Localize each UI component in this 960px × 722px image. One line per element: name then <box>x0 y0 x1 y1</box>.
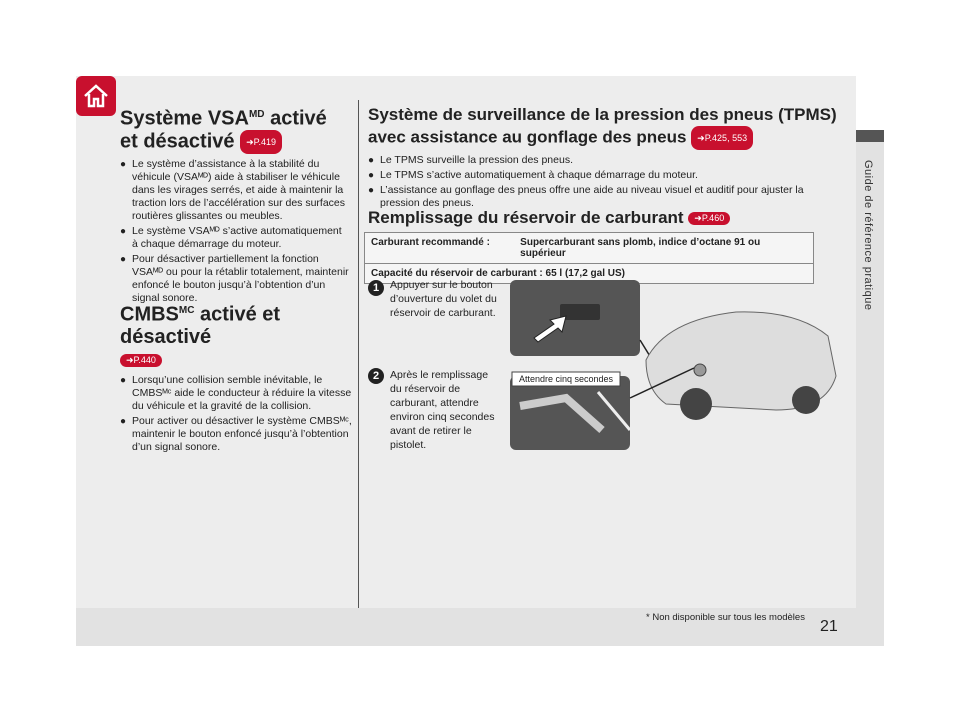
page-number: 21 <box>820 618 838 635</box>
list-item: ● Le TPMS s’active automatiquement à chaque démarrage du moteur. <box>368 169 838 182</box>
fuel-spec-table <box>364 232 814 284</box>
home-icon <box>82 83 110 109</box>
list-item: ● Le système d’assistance à la stabilité du véhicule (VSAᴹᴰ) aide à stabiliser le véhicule dans les virages serrés, et aide à maintenir la traction lors de l’accélération sur des surfaces routières glissantes ou meubles. <box>120 158 350 223</box>
list-item: ● Le système VSAᴹᴰ s’active automatiquement à chaque démarrage du moteur. <box>120 225 350 251</box>
step-number: 1 <box>368 280 384 296</box>
wait-label: Attendre cinq secondes <box>518 374 614 384</box>
step-2-text: Après le remplissage du réservoir de carburant, attendre environ cinq secondes avant de retirer le pistolet. <box>390 369 495 451</box>
tpms-title: Système de surveillance de la pression des pneus (TPMS) avec assistance au gonflage des pneus ➜P.425, 553 <box>368 104 838 150</box>
column-divider <box>358 100 359 608</box>
fuel-title: Remplissage du réservoir de carburant ➜P.460 <box>368 208 838 228</box>
list-item: ● Lorsqu’une collision semble inévitable, le CMBSᴹᶜ aide le conducteur à réduire la vitesse du véhicule et la gravité de la collision. <box>120 374 352 413</box>
home-button[interactable] <box>76 76 116 116</box>
fuel-illustration <box>506 280 846 450</box>
cmbs-title: $CMBS^{MC}$ activé et désactivé <box>120 303 281 348</box>
table-row: Carburant recommandé : Supercarburant sans plomb, indice d’octane 91 ou supérieur <box>365 233 813 264</box>
fuel-page-ref[interactable]: ➜P.460 <box>688 212 730 225</box>
list-item: ● L’assistance au gonflage des pneus offre une aide au niveau visuel et auditif pour ajuster la pression des pneus. <box>368 184 838 210</box>
side-tab-label: Guide de référence pratique <box>862 160 874 311</box>
vsa-page-ref[interactable]: ➜P.419 <box>240 130 282 154</box>
footnote: * Non disponible sur tous les modèles <box>646 612 805 623</box>
vsa-title: Système $VSA^{MD}$ activé et désactivé ➜P.419 <box>120 107 327 152</box>
tpms-section <box>368 104 838 212</box>
vsa-section <box>120 104 350 307</box>
cmbs-page-ref[interactable]: ➜P.440 <box>120 354 162 367</box>
step-1-text: Appuyer sur le bouton d’ouverture du volet du réservoir de carburant. <box>390 279 497 319</box>
list-item: ● Le TPMS surveille la pression des pneus. <box>368 154 838 167</box>
table-row: Capacité du réservoir de carburant : 65 l (17,2 gal US) <box>371 268 625 279</box>
side-tab-marker <box>856 130 884 142</box>
fuel-section <box>368 208 838 228</box>
list-item: ● Pour activer ou désactiver le système CMBSᴹᶜ, maintenir le bouton enfoncé jusqu’à l’obtention d’un signal sonore. <box>120 415 352 454</box>
nozzle-inset <box>510 376 630 450</box>
list-item: ● Pour désactiver partiellement la fonction VSAᴹᴰ ou pour la rétablir totalement, maintenir enfoncé le bouton jusqu’à l’obtention d’un signal sonore. <box>120 253 350 305</box>
tpms-page-ref[interactable]: ➜P.425, 553 <box>691 126 753 150</box>
step-number: 2 <box>368 368 384 384</box>
cmbs-section <box>120 300 352 456</box>
